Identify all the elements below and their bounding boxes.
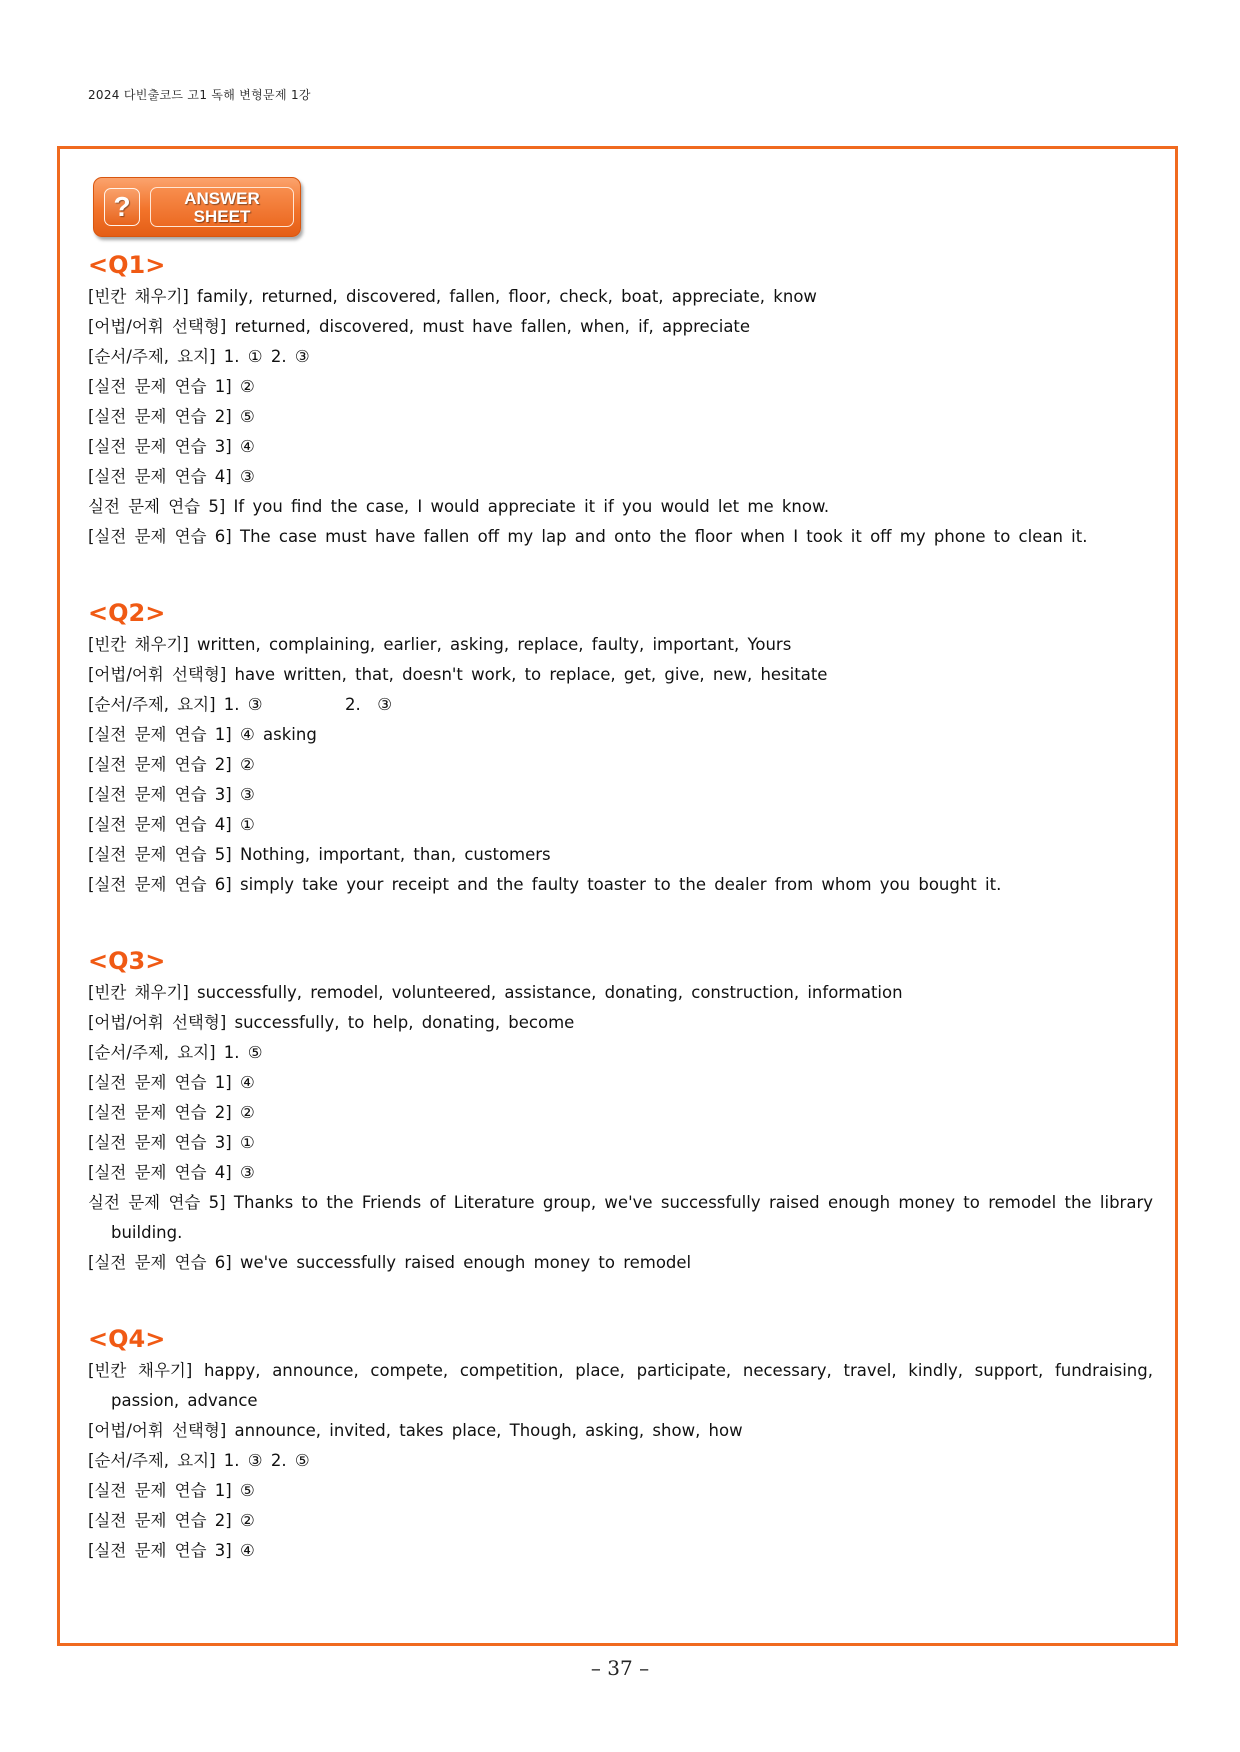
answer-line: [순서/주제, 요지] 1. ⑤ xyxy=(88,1043,263,1062)
answer-line: 실전 문제 연습 5] If you find the case, I would appreciate it if you would let me know. xyxy=(88,497,830,516)
answer-line: 실전 문제 연습 5] Thanks to the Friends of Literature group, we've successfully raised enough money to remodel the library building. xyxy=(88,1193,1153,1242)
answer-line: [실전 문제 연습 2] ② xyxy=(88,1103,255,1122)
question-section-q1 xyxy=(88,249,1153,552)
answer-line: [순서/주제, 요지] 1. ① 2. ③ xyxy=(88,347,310,366)
answer-line: [실전 문제 연습 3] ④ xyxy=(88,437,255,456)
question-section-q4 xyxy=(88,1323,1153,1566)
answer-line: [어법/어휘 선택형] announce, invited, takes place, Though, asking, show, how xyxy=(88,1421,743,1440)
answer-content xyxy=(88,249,1153,1566)
running-header: 2024 다빈출코드 고1 독해 변형문제 1강 xyxy=(88,88,311,102)
answer-line: [실전 문제 연습 3] ③ xyxy=(88,785,255,804)
badge-label-line2: SHEET xyxy=(193,207,251,226)
section-title: <Q2> xyxy=(88,599,166,627)
section-title: <Q3> xyxy=(88,947,166,975)
answer-line: [실전 문제 연습 4] ③ xyxy=(88,1163,255,1182)
question-section-q2 xyxy=(88,597,1153,900)
answer-line: [실전 문제 연습 6] we've successfully raised enough money to remodel xyxy=(88,1253,692,1272)
answer-line: [실전 문제 연습 4] ① xyxy=(88,815,255,834)
answer-line: [실전 문제 연습 6] simply take your receipt and the faulty toaster to the dealer from whom you bought it. xyxy=(88,875,1002,894)
answer-line: [순서/주제, 요지] 1. ③ 2. ⑤ xyxy=(88,1451,310,1470)
badge-label-line1: ANSWER xyxy=(184,189,260,208)
page-number: – 37 – xyxy=(590,1656,650,1680)
answer-sheet-badge xyxy=(93,177,301,237)
answer-line: [실전 문제 연습 4] ③ xyxy=(88,467,255,486)
answer-line: [빈칸 채우기] successfully, remodel, volunteered, assistance, donating, construction, information xyxy=(88,983,903,1002)
answer-line: [빈칸 채우기] written, complaining, earlier, asking, replace, faulty, important, Yours xyxy=(88,635,792,654)
answer-line: [실전 문제 연습 6] The case must have fallen off my lap and onto the floor when I took it off my phone to clean it. xyxy=(88,527,1088,546)
answer-frame xyxy=(57,146,1178,1646)
answer-line: [순서/주제, 요지] 1. ③ 2. ③ xyxy=(88,695,393,714)
section-title: <Q4> xyxy=(88,1325,166,1353)
answer-line: [실전 문제 연습 5] Nothing, important, than, customers xyxy=(88,845,551,864)
answer-line: [어법/어휘 선택형] have written, that, doesn't work, to replace, get, give, new, hesitate xyxy=(88,665,828,684)
answer-line: [빈칸 채우기] family, returned, discovered, fallen, floor, check, boat, appreciate, know xyxy=(88,287,817,306)
answer-line: [실전 문제 연습 1] ⑤ xyxy=(88,1481,255,1500)
answer-line: [실전 문제 연습 1] ④ asking xyxy=(88,725,317,744)
answer-line: [실전 문제 연습 3] ① xyxy=(88,1133,255,1152)
answer-line: [실전 문제 연습 2] ② xyxy=(88,755,255,774)
answer-line: [실전 문제 연습 1] ② xyxy=(88,377,255,396)
answer-line: [실전 문제 연습 2] ② xyxy=(88,1511,255,1530)
badge-label xyxy=(150,187,294,227)
question-mark-icon: ? xyxy=(104,188,140,226)
section-title: <Q1> xyxy=(88,251,166,279)
answer-line: [실전 문제 연습 2] ⑤ xyxy=(88,407,255,426)
answer-line: [실전 문제 연습 1] ④ xyxy=(88,1073,255,1092)
answer-line: [어법/어휘 선택형] returned, discovered, must have fallen, when, if, appreciate xyxy=(88,317,751,336)
answer-line: [실전 문제 연습 3] ④ xyxy=(88,1541,255,1560)
answer-line: [빈칸 채우기] happy, announce, compete, competition, place, participate, necessary, travel, kindly, support, fundraising, passion, advance xyxy=(88,1361,1153,1410)
question-section-q3 xyxy=(88,945,1153,1278)
answer-line: [어법/어휘 선택형] successfully, to help, donating, become xyxy=(88,1013,575,1032)
